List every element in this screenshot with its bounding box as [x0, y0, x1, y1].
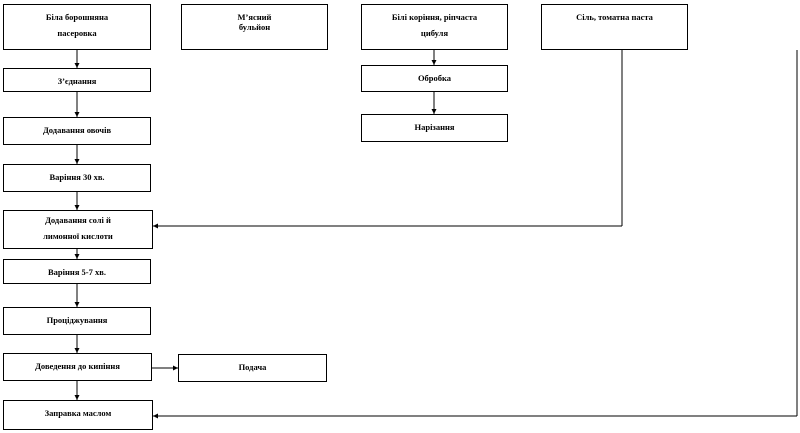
node-combining-label: З’єднання	[57, 76, 97, 86]
node-boiling-5-7-label: Варіння 5-7 хв.	[48, 267, 106, 277]
node-cutting-label: Нарізання	[414, 122, 455, 132]
node-boiling-30-label: Варіння 30 хв.	[49, 172, 105, 182]
node-adding-salt-acid	[3, 210, 153, 249]
node-flour-sauteing	[3, 4, 151, 50]
node-cutting	[361, 114, 508, 142]
node-adding-salt-acid-line-1: Додавання солі й	[45, 215, 111, 225]
node-serving-label: Подача	[238, 362, 267, 372]
node-meat-broth-line-1: М’ясний	[237, 12, 272, 22]
node-serving	[178, 354, 327, 382]
node-flour-sauteing-line-2: пасеровка	[57, 28, 97, 39]
node-processing-label: Обробка	[417, 73, 452, 83]
node-seasoning-butter	[3, 400, 153, 430]
node-white-roots-line-2: цибуля	[420, 28, 449, 39]
node-flour-sauteing-line-1: Біла борошняна	[45, 12, 109, 22]
node-bring-to-boil	[3, 353, 152, 381]
node-meat-broth-line-2: бульйон	[238, 22, 271, 33]
node-salt-tomato-line-1: Сіль, томатна паста	[576, 12, 653, 22]
node-seasoning-butter-label: Заправка маслом	[44, 408, 112, 418]
node-adding-vegetables-label: Додавання овочів	[42, 125, 112, 135]
node-combining	[3, 68, 151, 92]
node-adding-salt-acid-line-2: лимонної кислоти	[43, 231, 113, 242]
node-white-roots-line-1: Білі коріння, ріпчаста	[391, 12, 478, 22]
node-boiling-5-7	[3, 259, 151, 284]
node-bring-to-boil-label: Доведення до кипіння	[35, 361, 120, 371]
node-processing	[361, 65, 508, 92]
node-straining-label: Проціджування	[46, 315, 108, 325]
node-white-roots	[361, 4, 508, 50]
node-boiling-30	[3, 164, 151, 192]
node-meat-broth	[181, 4, 328, 50]
node-salt-tomato	[541, 4, 688, 50]
node-straining	[3, 307, 151, 335]
node-adding-vegetables	[3, 117, 151, 145]
